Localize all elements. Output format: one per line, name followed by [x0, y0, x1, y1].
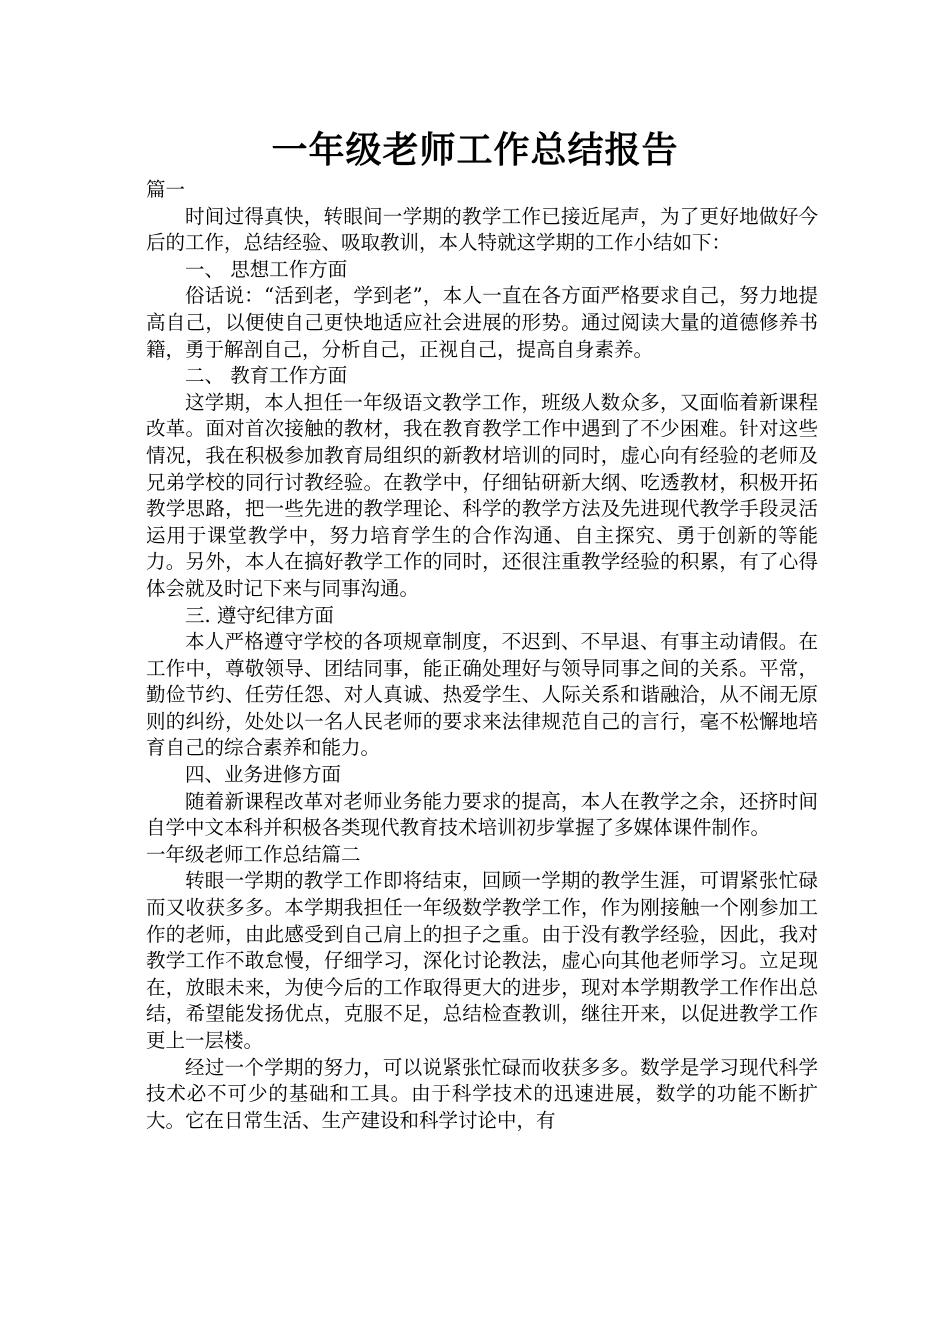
section-heading: 一年级老师工作总结篇二: [146, 842, 361, 866]
subheading: 一、 思想工作方面: [185, 257, 348, 281]
section-heading: 篇一: [146, 178, 186, 201]
subheading: 四、业务进修方面: [185, 763, 342, 787]
paragraph: 时间过得真快，转眼间一学期的教学工作已接近尾声，为了更好地做好今后的工作，总结经验、吸取教训，本人特就这学期的工作小结如下：: [146, 204, 818, 255]
subheading: 三. 遵守纪律方面: [185, 603, 334, 627]
document-title: 一年级老师工作总结报告: [271, 130, 679, 171]
paragraph: 随着新课程改革对老师业务能力要求的提高，本人在教学之余，还挤时间自学中文本科并积极各类现代教育技术培训初步掌握了多媒体课件制作。: [146, 789, 818, 840]
paragraph: 经过一个学期的努力，可以说紧张忙碌而收获多多。数学是学习现代科学技术必不可少的基础和工具。由于科学技术的迅速进展，数学的功能不断扩大。它在日常生活、生产建设和科学讨论中，有: [146, 1055, 818, 1132]
subheading: 二、 教育工作方面: [185, 364, 348, 388]
paragraph: 俗话说：“活到老，学到老”，本人一直在各方面严格要求自己，努力地提高自己，以便使自己更快地适应社会进展的形势。通过阅读大量的道德修养书籍，勇于解剖自己，分析自己，正视自己，提高自身素养。: [146, 284, 818, 361]
paragraph: 本人严格遵守学校的各项规章制度，不迟到、不早退、有事主动请假。在工作中，尊敬领导、团结同事，能正确处理好与领导同事之间的关系。平常，勤俭节约、任劳任怨、对人真诚、热爱学生、人际关系和谐融洽，从不闹无原则的纠纷，处处以一名人民老师的要求来法律规范自己的言行，毫不松懈地培育自己的综合素养和能力。: [146, 630, 818, 760]
paragraph: 转眼一学期的教学工作即将结束，回顾一学期的教学生涯，可谓紧张忙碌而又收获多多。本学期我担任一年级数学教学工作，作为刚接触一个刚参加工作的老师，由此感受到自己肩上的担子之重。由于没有教学经验，因此，我对教学工作不敢怠慢，仔细学习，深化讨论教法，虚心向其他老师学习。立足现在，放眼未来，为使今后的工作取得更大的进步，现对本学期教学工作作出总结，希望能发扬优点，克服不足，总结检查教训，继往开来，以促进教学工作更上一层楼。: [146, 869, 818, 1052]
document-body: [146, 177, 818, 1134]
paragraph: 这学期，本人担任一年级语文教学工作，班级人数众多，又面临着新课程改革。面对首次接触的教材，我在教育教学工作中遇到了不少困难。针对这些情况，我在积极参加教育局组织的新教材培训的同时，虚心向有经验的老师及兄弟学校的同行讨教经验。在教学中，仔细钻研新大纲、吃透教材，积极开拓教学思路，把一些先进的教学理论、科学的教学方法及先进现代教学手段灵活运用于课堂教学中，努力培育学生的合作沟通、自主探究、勇于创新的等能力。另外，本人在搞好教学工作的同时，还很注重教学经验的积累，有了心得体会就及时记下来与同事沟通。: [146, 390, 818, 600]
